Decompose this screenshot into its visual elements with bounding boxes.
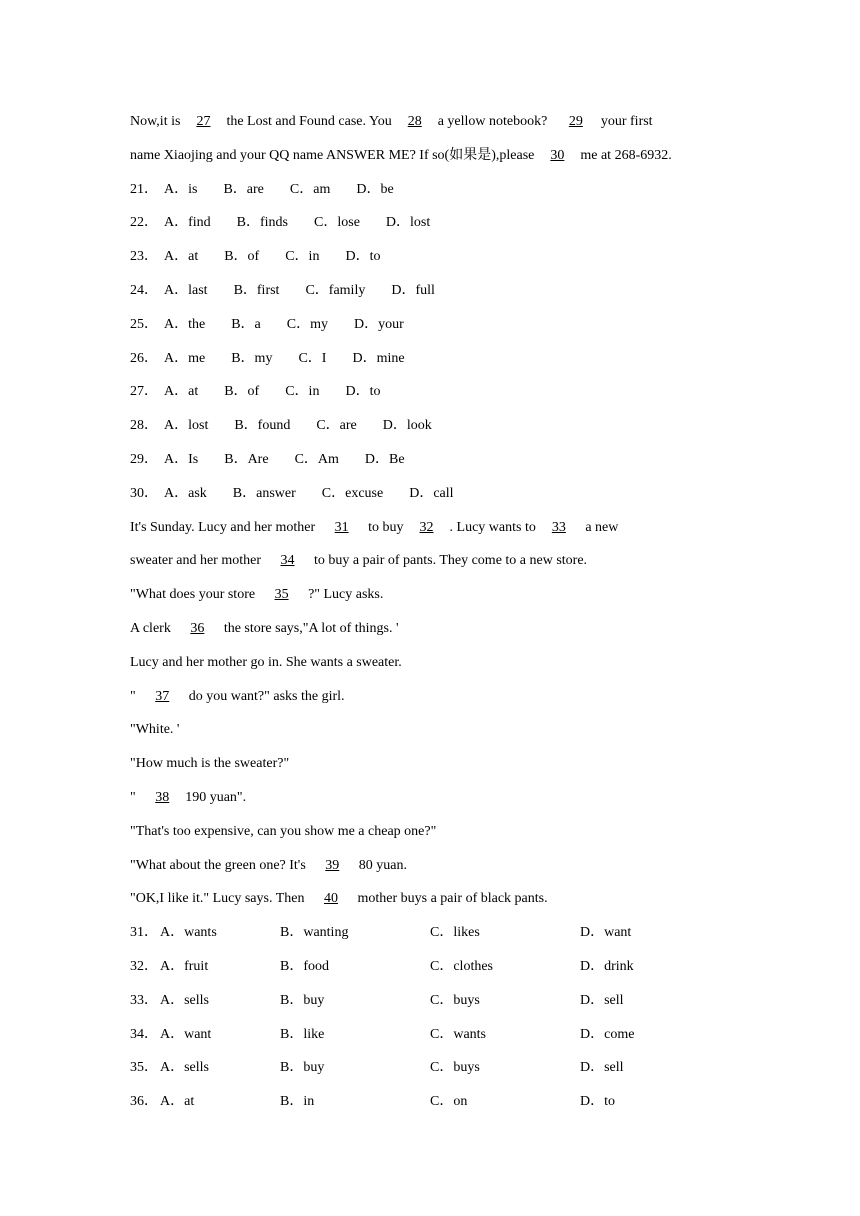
question-row <box>130 308 730 342</box>
passage-line <box>130 612 730 646</box>
option-c: C．clothes <box>430 958 493 974</box>
text: . Lucy wants to <box>449 519 536 535</box>
question-number: 28． <box>130 418 158 434</box>
blank-27: 27 <box>196 114 211 129</box>
text: to buy <box>368 519 404 535</box>
text: "What about the green one? It's <box>130 857 306 873</box>
question-row <box>130 409 730 443</box>
option-a: A．ask <box>164 485 207 501</box>
question-number: 30． <box>130 485 158 501</box>
text: A clerk <box>130 620 171 636</box>
question-row <box>130 1085 730 1119</box>
option-d: D．mine <box>352 350 405 366</box>
text: "That's too expensive, can you show me a cheap one?" <box>130 823 437 839</box>
text: do you want?" asks the girl. <box>188 688 345 704</box>
option-d: D．to <box>345 384 381 400</box>
question-number: 35． <box>130 1060 158 1076</box>
option-d: D．to <box>580 1094 615 1110</box>
question-number: 27． <box>130 384 158 400</box>
question-row <box>130 443 730 477</box>
blank-39: 39 <box>325 857 340 873</box>
option-a: A．Is <box>164 451 199 467</box>
blank-30: 30 <box>550 147 565 163</box>
blank-28: 28 <box>407 114 422 129</box>
option-c: C．I <box>298 350 327 366</box>
blank-37: 37 <box>155 688 170 704</box>
question-list-31-36 <box>130 916 730 1119</box>
document-content <box>130 105 730 1119</box>
option-c: C．in <box>285 384 320 400</box>
option-a: A．fruit <box>160 958 209 974</box>
blank-31: 31 <box>334 519 349 535</box>
option-c: C．buys <box>430 992 480 1008</box>
question-row <box>130 950 730 984</box>
text: the Lost and Found case. You <box>226 114 392 129</box>
question-number: 23． <box>130 249 158 265</box>
option-d: D．full <box>391 282 435 298</box>
blank-32: 32 <box>419 519 434 535</box>
passage-line <box>130 646 730 680</box>
passage-line <box>130 747 730 781</box>
text: It's Sunday. Lucy and her mother <box>130 519 316 535</box>
option-d: D．to <box>345 249 381 265</box>
question-number: 24． <box>130 282 158 298</box>
option-b: B．food <box>280 958 329 974</box>
passage-line <box>130 781 730 815</box>
question-row <box>130 173 730 207</box>
option-b: B．are <box>223 181 264 197</box>
blank-34: 34 <box>280 553 295 569</box>
question-row <box>130 206 730 240</box>
option-c: C．likes <box>430 925 480 941</box>
option-d: D．want <box>580 925 632 941</box>
option-b: B．of <box>224 249 260 265</box>
question-row <box>130 1051 730 1085</box>
option-c: C．buys <box>430 1060 480 1076</box>
text: mother buys a pair of black pants. <box>357 891 548 907</box>
blank-35: 35 <box>274 587 289 603</box>
option-a: A．me <box>164 350 206 366</box>
question-number: 29． <box>130 451 158 467</box>
question-number: 21． <box>130 181 158 197</box>
option-a: A．find <box>164 215 211 231</box>
blank-36: 36 <box>190 620 205 636</box>
blank-33: 33 <box>551 519 566 535</box>
text: " <box>130 688 136 704</box>
option-b: B．like <box>280 1026 325 1042</box>
question-row <box>130 984 730 1018</box>
question-row <box>130 342 730 376</box>
option-a: A．the <box>164 316 206 332</box>
text: to buy a pair of pants. They come to a new store. <box>314 553 588 569</box>
option-b: B．wanting <box>280 925 349 941</box>
option-d: D．sell <box>580 992 624 1008</box>
question-number: 36． <box>130 1094 158 1110</box>
option-d: D．call <box>409 485 454 501</box>
option-a: A．want <box>160 1026 212 1042</box>
option-a: A．lost <box>164 418 209 434</box>
question-number: 22． <box>130 215 158 231</box>
question-number: 26． <box>130 350 158 366</box>
text: ?" Lucy asks. <box>308 587 384 603</box>
option-d: D．look <box>382 418 432 434</box>
option-a: A．is <box>164 181 198 197</box>
text: " <box>130 789 136 805</box>
passage-line <box>130 578 730 612</box>
text: Lucy and her mother go in. She wants a sweater. <box>130 654 402 670</box>
option-b: B．Are <box>224 451 269 467</box>
text: "White. ' <box>130 722 180 738</box>
text: "OK,I like it." Lucy says. Then <box>130 891 305 907</box>
question-number: 31． <box>130 925 158 941</box>
option-a: A．at <box>160 1094 195 1110</box>
blank-29: 29 <box>568 114 583 129</box>
passage-line <box>130 105 730 139</box>
question-list-21-30 <box>130 173 730 511</box>
question-number: 32． <box>130 958 158 974</box>
text: the store says,"A lot of things. ' <box>223 620 399 636</box>
option-b: B．answer <box>232 485 296 501</box>
option-c: C．on <box>430 1094 468 1110</box>
option-d: D．Be <box>364 451 405 467</box>
option-c: C．lose <box>314 215 360 231</box>
text: me at 268-6932. <box>580 147 672 163</box>
option-b: B．a <box>231 316 261 332</box>
question-row <box>130 916 730 950</box>
passage-line <box>130 815 730 849</box>
option-b: B．first <box>233 282 280 298</box>
text: a yellow notebook? <box>437 114 548 129</box>
option-c: C．excuse <box>321 485 384 501</box>
question-number: 25． <box>130 316 158 332</box>
text: your first <box>600 114 653 129</box>
question-row <box>130 477 730 511</box>
text: sweater and her mother <box>130 553 261 569</box>
passage-line <box>130 544 730 578</box>
question-number: 33． <box>130 992 158 1008</box>
question-row <box>130 274 730 308</box>
option-b: B．in <box>280 1094 315 1110</box>
option-d: D．drink <box>580 958 634 974</box>
question-number: 34． <box>130 1026 158 1042</box>
blank-40: 40 <box>323 891 338 907</box>
option-a: A．sells <box>160 1060 209 1076</box>
option-c: C．wants <box>430 1026 486 1042</box>
option-b: B．buy <box>280 1060 325 1076</box>
option-c: C．in <box>285 249 320 265</box>
blank-38: 38 <box>155 789 170 805</box>
option-c: C．family <box>305 282 366 298</box>
passage-line <box>130 713 730 747</box>
option-b: B．found <box>234 418 291 434</box>
option-a: A．at <box>164 249 199 265</box>
passage-line <box>130 680 730 714</box>
question-row <box>130 375 730 409</box>
option-a: A．wants <box>160 925 217 941</box>
option-b: B．my <box>231 350 273 366</box>
option-d: D．your <box>354 316 404 332</box>
option-c: C．Am <box>294 451 339 467</box>
option-a: A．sells <box>160 992 209 1008</box>
option-a: A．last <box>164 282 208 298</box>
option-d: D．lost <box>385 215 431 231</box>
passage-line <box>130 882 730 916</box>
text: 190 yuan". <box>185 789 247 805</box>
option-c: C．are <box>316 418 357 434</box>
option-d: D．be <box>356 181 394 197</box>
question-row <box>130 1018 730 1052</box>
text: name Xiaojing and your QQ name ANSWER ME? If so(如果是),please <box>130 147 535 163</box>
option-d: D．sell <box>580 1060 624 1076</box>
text: "What does your store <box>130 587 256 603</box>
option-c: C．am <box>289 181 331 197</box>
text: a new <box>585 519 619 535</box>
text: Now,it is <box>130 114 181 129</box>
question-row <box>130 240 730 274</box>
option-d: D．come <box>580 1026 635 1042</box>
option-a: A．at <box>164 384 199 400</box>
option-b: B．of <box>224 384 260 400</box>
passage-line <box>130 849 730 883</box>
option-b: B．finds <box>236 215 289 231</box>
passage-line <box>130 511 730 545</box>
option-b: B．buy <box>280 992 325 1008</box>
text: 80 yuan. <box>358 857 407 873</box>
text: "How much is the sweater?" <box>130 756 290 772</box>
option-c: C．my <box>286 316 329 332</box>
passage-line <box>130 139 730 173</box>
